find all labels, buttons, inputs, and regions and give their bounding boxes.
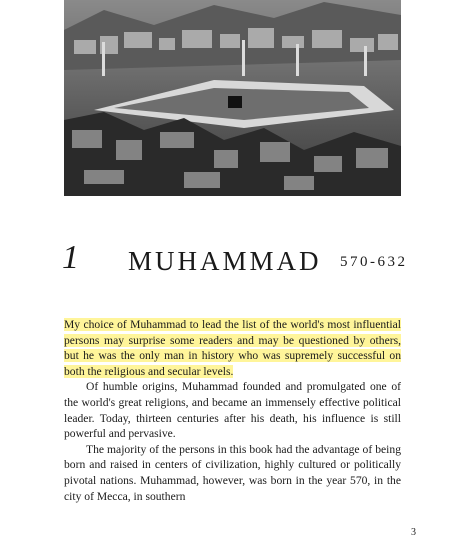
paragraph-3: The majority of the persons in this book had the advantage of being born and raised in centers of civilization, highly cultured or politically pivotal nations. Muhammad, however, was born in the year 570, in the city of Mecca, in southern (64, 442, 401, 503)
paragraph-2: Of humble origins, Muhammad founded and promulgated one of the world's great religions, and became an immensely effective political leader. Today, thirteen centuries after his death, his influence is still powerful and pervasive. (64, 380, 401, 441)
page-number: 3 (411, 527, 416, 538)
city-photo (64, 0, 401, 196)
city-mosque-photo-icon (64, 0, 401, 196)
chapter-years: 570-632 (340, 254, 408, 270)
body-text (64, 317, 401, 504)
chapter-number: 1 (62, 239, 79, 276)
paragraph-1 (64, 317, 401, 379)
chapter-title: MUHAMMAD (128, 246, 322, 276)
chapter-heading (62, 238, 429, 278)
highlighted-text: My choice of Muhammad to lead the list of the world's most influential persons may surprise some readers and may be questioned by others, but he was the only man in history who was supremely successful on both the religious and secular levels. (64, 318, 401, 378)
